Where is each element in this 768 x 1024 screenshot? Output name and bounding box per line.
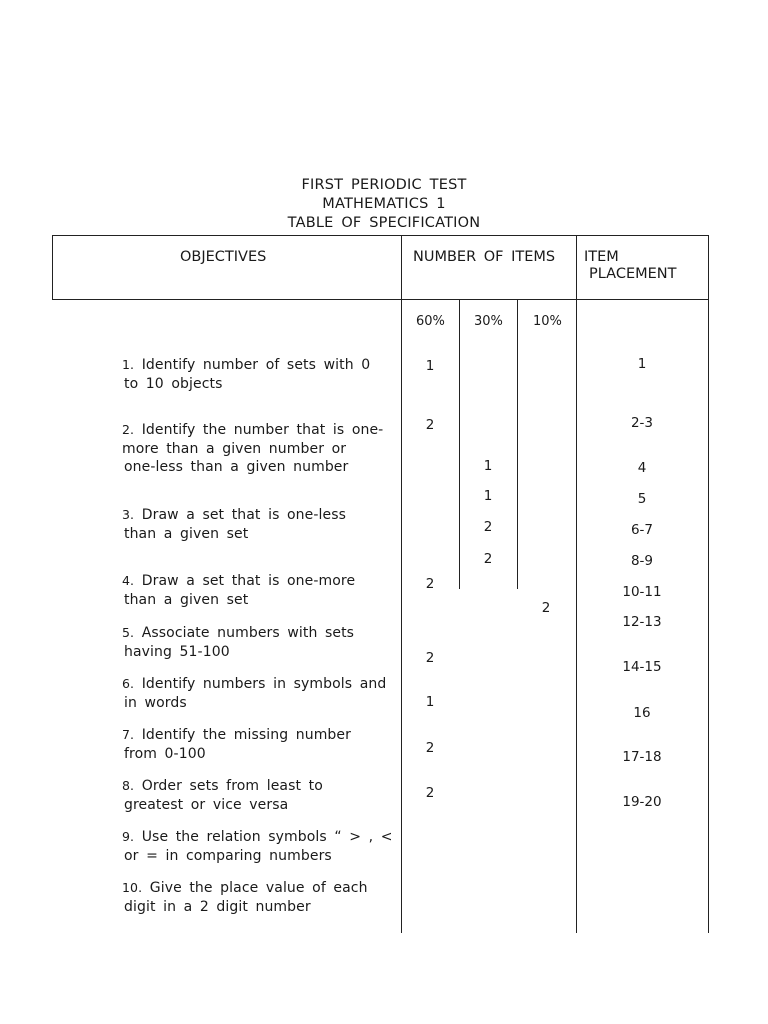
objective-item: [122, 506, 394, 543]
objective-text: Identify numbers in symbols and: [141, 676, 387, 692]
objective-number: 8.: [122, 778, 135, 793]
item-placement-header-line2: PLACEMENT: [589, 266, 677, 282]
placement-cell: 1: [637, 356, 647, 372]
objective-text: one-less than a given number: [124, 459, 349, 475]
count-30-cell: 2: [483, 519, 493, 535]
table-left-border: [52, 235, 53, 299]
count-60-cell: 1: [425, 358, 435, 374]
objective-text: Associate numbers with sets: [141, 625, 355, 641]
count-30-cell: 2: [483, 551, 493, 567]
subject-title: MATHEMATICS 1: [322, 196, 446, 212]
pct60-column-divider: [459, 299, 460, 589]
count-60-cell: 2: [425, 785, 435, 801]
placement-cell: 10-11: [622, 584, 662, 600]
count-60-cell: 2: [425, 740, 435, 756]
placement-cell: 4: [637, 460, 647, 476]
objective-text: Draw a set that is one-more: [141, 573, 356, 589]
objective-number: 10.: [122, 880, 143, 895]
count-30-cell: 1: [483, 488, 493, 504]
objective-item: [122, 356, 394, 393]
objective-number: 3.: [122, 507, 135, 522]
objective-item: [122, 624, 394, 661]
item-placement-header-line1: ITEM: [584, 249, 619, 265]
number-of-items-header: NUMBER OF ITEMS: [413, 249, 556, 265]
count-30-cell: 1: [483, 458, 493, 474]
objective-item: [122, 572, 394, 609]
objective-number: 7.: [122, 727, 135, 742]
objectives-column-divider: [401, 235, 402, 933]
objective-text: Order sets from least to: [141, 778, 323, 794]
pct-10-header: 10%: [533, 314, 562, 329]
objective-text: digit in a 2 digit number: [124, 898, 311, 915]
pct-30-header: 30%: [474, 314, 503, 329]
objective-text: Use the relation symbols “ > , <: [141, 829, 393, 845]
objective-item: [122, 726, 394, 763]
objective-number: 4.: [122, 573, 135, 588]
objective-text: greatest or vice versa: [124, 796, 289, 813]
objective-text: having 51-100: [124, 643, 230, 660]
objective-number: 2.: [122, 422, 135, 437]
objective-number: 5.: [122, 625, 135, 640]
count-60-cell: 2: [425, 417, 435, 433]
table-right-border: [708, 235, 709, 933]
objective-text: than a given set: [124, 525, 249, 542]
table-top-border: [52, 235, 709, 236]
objectives-header: OBJECTIVES: [180, 249, 267, 265]
pct-60-header: 60%: [416, 314, 445, 329]
placement-cell: 17-18: [622, 749, 662, 765]
pct30-column-divider: [517, 299, 518, 589]
objective-number: 9.: [122, 829, 135, 844]
objective-item: [122, 675, 394, 712]
objective-text: Identify the missing number: [141, 727, 351, 743]
objective-text: or = in comparing numbers: [124, 847, 332, 864]
placement-cell: 6-7: [630, 522, 654, 538]
placement-cell: 12-13: [622, 614, 662, 630]
objective-item: [122, 421, 394, 477]
count-60-cell: 2: [425, 650, 435, 666]
objective-text: Identify number of sets with 0: [141, 357, 371, 373]
test-title: FIRST PERIODIC TEST: [301, 177, 467, 193]
objective-number: 6.: [122, 676, 135, 691]
count-10-cell: 2: [541, 600, 551, 616]
placement-cell: 2-3: [630, 415, 654, 431]
objective-text: to 10 objects: [124, 375, 223, 392]
placement-cell: 19-20: [622, 794, 662, 810]
table-title: TABLE OF SPECIFICATION: [287, 215, 481, 231]
objective-text: Give the place value of each: [149, 880, 368, 896]
placement-cell: 14-15: [622, 659, 662, 675]
objective-number: 1.: [122, 357, 135, 372]
objective-item: [122, 777, 394, 814]
header-bottom-border: [52, 299, 709, 300]
placement-cell: 16: [633, 705, 651, 721]
objective-text: in words: [124, 694, 187, 711]
objective-text: from 0-100: [124, 745, 206, 762]
objective-text: Draw a set that is one-less: [141, 507, 347, 523]
items-column-divider: [576, 235, 577, 933]
objective-item: [122, 879, 394, 916]
objective-item: [122, 828, 394, 865]
count-60-cell: 1: [425, 694, 435, 710]
placement-cell: 8-9: [630, 553, 654, 569]
placement-cell: 5: [637, 491, 647, 507]
objective-text: than a given set: [124, 591, 249, 608]
objective-text: more than a given number or: [122, 440, 347, 457]
count-60-cell: 2: [425, 576, 435, 592]
objective-text: Identify the number that is one-: [141, 422, 384, 438]
